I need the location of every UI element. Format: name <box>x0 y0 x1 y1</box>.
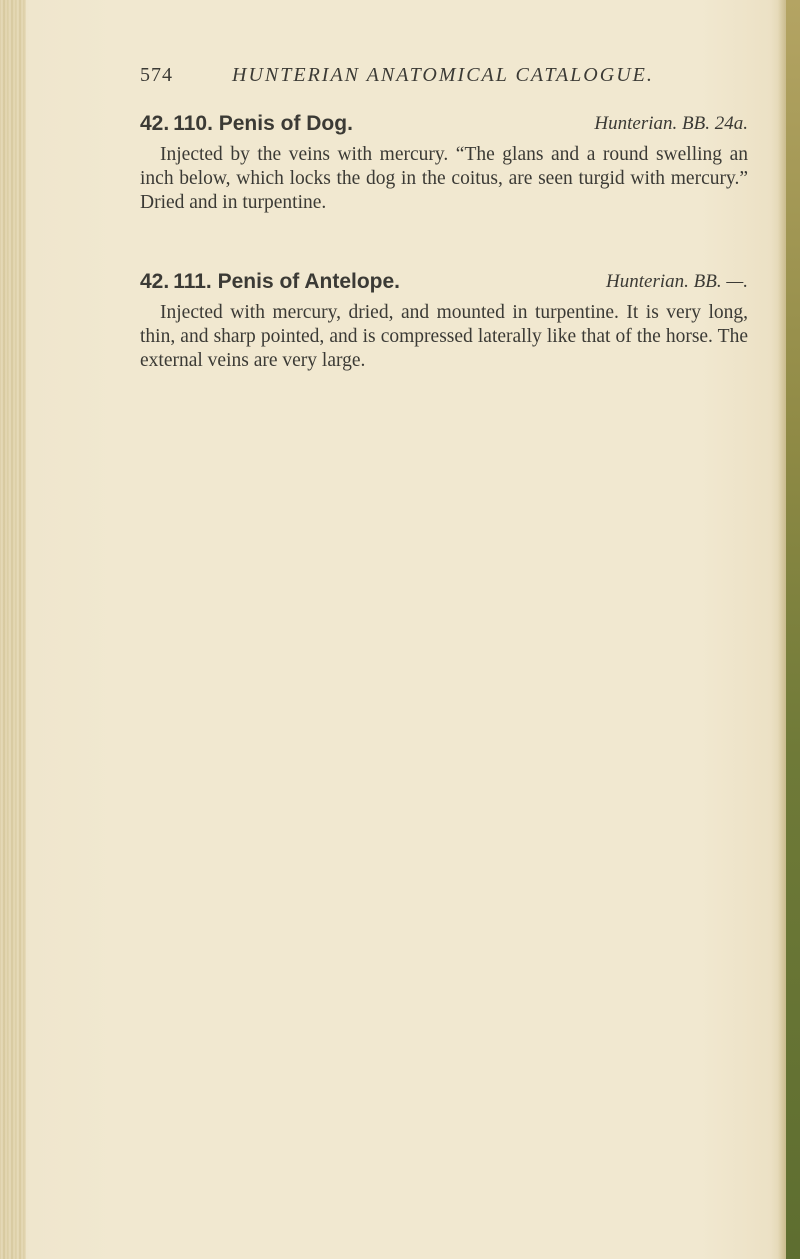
entry-title: 110. Penis of Dog. <box>173 112 353 135</box>
entry-description-text: Injected by the veins with mercury. “The glans and a round swelling an inch below, which locks the dog in the coitus, are seen turgid with mercury.” Dried and in turpentine. <box>140 144 748 213</box>
page-number: 574 <box>140 64 173 86</box>
entry-reference: Hunterian. BB. —. <box>606 271 748 292</box>
entry-series-number: 42. <box>140 112 170 135</box>
catalogue-entry <box>140 270 748 373</box>
entry-series-number: 42. <box>140 270 170 293</box>
entry-heading <box>140 112 748 140</box>
entry-heading <box>140 270 748 298</box>
running-title: HUNTERIAN ANATOMICAL CATALOGUE. <box>232 64 654 86</box>
catalogue-entry <box>140 112 748 215</box>
entry-description <box>140 143 748 215</box>
entry-title: 111. Penis of Antelope. <box>173 270 400 293</box>
binding-edge <box>0 0 26 1259</box>
entry-description-text: Injected with mercury, dried, and mounted in turpentine. It is very long, thin, and sharp pointed, and is compressed laterally like that of the horse. The external veins are very large. <box>140 302 748 371</box>
page-edge <box>786 0 800 1259</box>
page-shadow <box>778 0 786 1259</box>
entry-description <box>140 301 748 373</box>
running-head <box>140 64 700 94</box>
entry-reference: Hunterian. BB. 24a. <box>594 113 748 134</box>
